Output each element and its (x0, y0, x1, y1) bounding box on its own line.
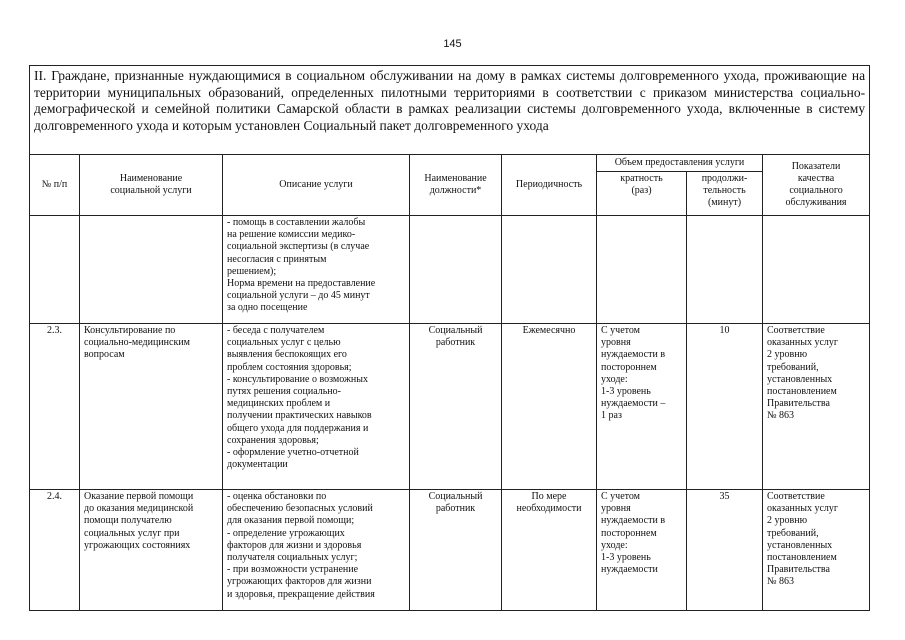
text-line: социальной услуги – до 45 минут (227, 290, 370, 302)
table-row (30, 490, 870, 611)
text-line: и здоровья, прекращение действия (227, 588, 375, 600)
header-num: № п/п (30, 155, 80, 216)
cell-position (410, 216, 502, 324)
text-line: продолжи- (701, 173, 748, 184)
text-line: - беседа с получателем (227, 325, 325, 336)
text-line: помощи получателю (84, 515, 172, 527)
text-line: сохранения здоровья; (227, 434, 319, 446)
text-line: путях решения социально- (227, 386, 341, 398)
text-line: до оказания медицинской (84, 503, 194, 515)
text-line: тельность (703, 185, 746, 197)
cell-periodicity (502, 490, 597, 611)
text-line: С учетом (601, 491, 641, 502)
cell-quality (763, 490, 870, 611)
text-line: уходе: (601, 539, 628, 551)
header-duration (687, 172, 763, 216)
text-line: кратность (620, 173, 663, 184)
cell-quality (763, 216, 870, 324)
page-number: 145 (443, 38, 462, 50)
text-line: № 863 (767, 576, 795, 588)
text-line: требований, (767, 361, 819, 373)
text-line: работник (435, 337, 476, 349)
header-description: Описание услуги (223, 155, 410, 216)
cell-service-name (80, 324, 223, 490)
text-line: 1 раз (601, 410, 622, 422)
text-line: Соответствие (767, 491, 825, 502)
text-line: Социальный (428, 491, 483, 502)
cell-num: 2.4. (30, 490, 80, 611)
text-line: решением); (227, 265, 277, 277)
cell-position (410, 490, 502, 611)
text-line: необходимости (516, 503, 582, 515)
text-line: медицинских проблем и (227, 398, 331, 410)
text-line: Норма времени на предоставление (227, 278, 376, 290)
text-line: Наименование (119, 172, 183, 184)
text-line: качества (797, 172, 835, 184)
cell-periodicity (502, 216, 597, 324)
text-line: (раз) (631, 185, 652, 197)
text-line: Соответствие (767, 325, 825, 336)
text-line: несогласия с принятым (227, 253, 327, 265)
text-line: 1-3 уровень (601, 552, 651, 564)
text-line: установленных (767, 539, 833, 551)
cell-duration (687, 216, 763, 324)
text-line: С учетом (601, 325, 641, 336)
text-line: уровня (601, 337, 631, 349)
text-line: социальных услуг с целью (227, 337, 341, 349)
header-periodicity: Периодичность (502, 155, 597, 216)
text-line: постановлением (767, 552, 837, 564)
cell-description (223, 216, 410, 324)
text-line: уровня (601, 503, 631, 515)
cell-service-name (80, 490, 223, 611)
text-line: Консультирование по (84, 325, 176, 336)
text-line: Показатели (791, 160, 841, 172)
text-line: постороннем (601, 361, 657, 373)
text-line: нуждаемости – (601, 398, 666, 410)
text-line: оказанных услуг (767, 337, 838, 349)
text-line: угрожающих факторов для жизни (227, 576, 372, 588)
text-line: - при возможности устранение (227, 564, 359, 576)
cell-position (410, 324, 502, 490)
text-line: получении практических навыков (227, 410, 372, 422)
text-line: 2 уровню (767, 515, 808, 527)
text-line: Ежемесячно (522, 325, 576, 336)
text-line: Оказание первой помощи (84, 491, 194, 502)
text-line: постороннем (601, 527, 657, 539)
cell-duration: 10 (687, 324, 763, 490)
text-line: - оформление учетно-отчетной (227, 447, 359, 459)
text-line: 1-3 уровень (601, 386, 651, 398)
text-line: социально-медицинским (84, 337, 191, 349)
cell-duration: 35 (687, 490, 763, 611)
text-line: социального (789, 185, 843, 196)
section-title: II. Граждане, признанные нуждающимися в социальном обслуживании на дому в рамках системы долговременного ухода, проживающие на территории муниципальных образований, определенных пилотными территориями в соответствии с приказом министерства социально-демографической и семейной политики Самарской области в рамках реализации системы долговременного ухода, включенные в систему долговременного ухода и которым установлен Социальный пакет долговременного ухода (30, 66, 870, 155)
text-line: нуждаемости (601, 564, 658, 576)
text-line: требований, (767, 527, 819, 539)
text-line: обслуживания (785, 197, 847, 209)
text-line: выявления беспокоящих его (227, 349, 347, 361)
text-line: вопросам (84, 349, 125, 361)
text-line: для оказания первой помощи; (227, 515, 355, 527)
text-line: общего ухода для поддержания и (227, 422, 369, 434)
text-line: - помощь в составлении жалобы (227, 217, 366, 228)
text-line: установленных (767, 373, 833, 385)
text-line: проблем состояния здоровья; (227, 361, 352, 373)
header-service-name (80, 155, 223, 216)
cell-multiplicity (597, 324, 687, 490)
text-line: обеспечению безопасных условий (227, 503, 373, 515)
cell-description (223, 324, 410, 490)
text-line: угрожающих состояниях (84, 539, 191, 551)
cell-num: 2.3. (30, 324, 80, 490)
header-volume: Объем предоставления услуги (597, 155, 763, 172)
text-line: социальной услуги (110, 185, 192, 196)
cell-multiplicity (597, 490, 687, 611)
text-line: - консультирование о возможных (227, 373, 368, 385)
cell-num (30, 216, 80, 324)
cell-multiplicity (597, 216, 687, 324)
text-line: уходе: (601, 373, 628, 385)
cell-description (223, 490, 410, 611)
text-line: нуждаемости в (601, 515, 666, 527)
text-line: должности* (429, 185, 482, 196)
text-line: социальных услуг при (84, 527, 180, 539)
text-line: социальной экспертизы (в случае (227, 241, 370, 253)
text-line: Правительства (767, 398, 830, 410)
text-line: работник (435, 503, 476, 515)
text-line: - определение угрожающих (227, 527, 345, 539)
text-line: документации (227, 459, 288, 471)
text-line: (минут) (707, 197, 742, 209)
text-line: получателя социальных услуг; (227, 552, 358, 564)
text-line: на решение комиссии медико- (227, 229, 356, 241)
text-line: нуждаемости в (601, 349, 666, 361)
cell-periodicity (502, 324, 597, 490)
table-row (30, 216, 870, 324)
text-line: По мере (531, 491, 567, 502)
text-line: Правительства (767, 564, 830, 576)
table-row (30, 324, 870, 490)
text-line: постановлением (767, 386, 837, 398)
text-line: факторов для жизни и здоровья (227, 539, 362, 551)
header-position (410, 155, 502, 216)
cell-service-name (80, 216, 223, 324)
text-line: Наименование (424, 172, 487, 184)
text-line: Социальный (428, 325, 483, 336)
text-line: - оценка обстановки по (227, 491, 327, 502)
text-line: оказанных услуг (767, 503, 838, 515)
header-multiplicity (597, 172, 687, 216)
cell-quality (763, 324, 870, 490)
services-table (29, 65, 870, 611)
text-line: 2 уровню (767, 349, 808, 361)
text-line: № 863 (767, 410, 795, 422)
text-line: за одно посещение (227, 302, 308, 314)
header-quality (763, 155, 870, 216)
